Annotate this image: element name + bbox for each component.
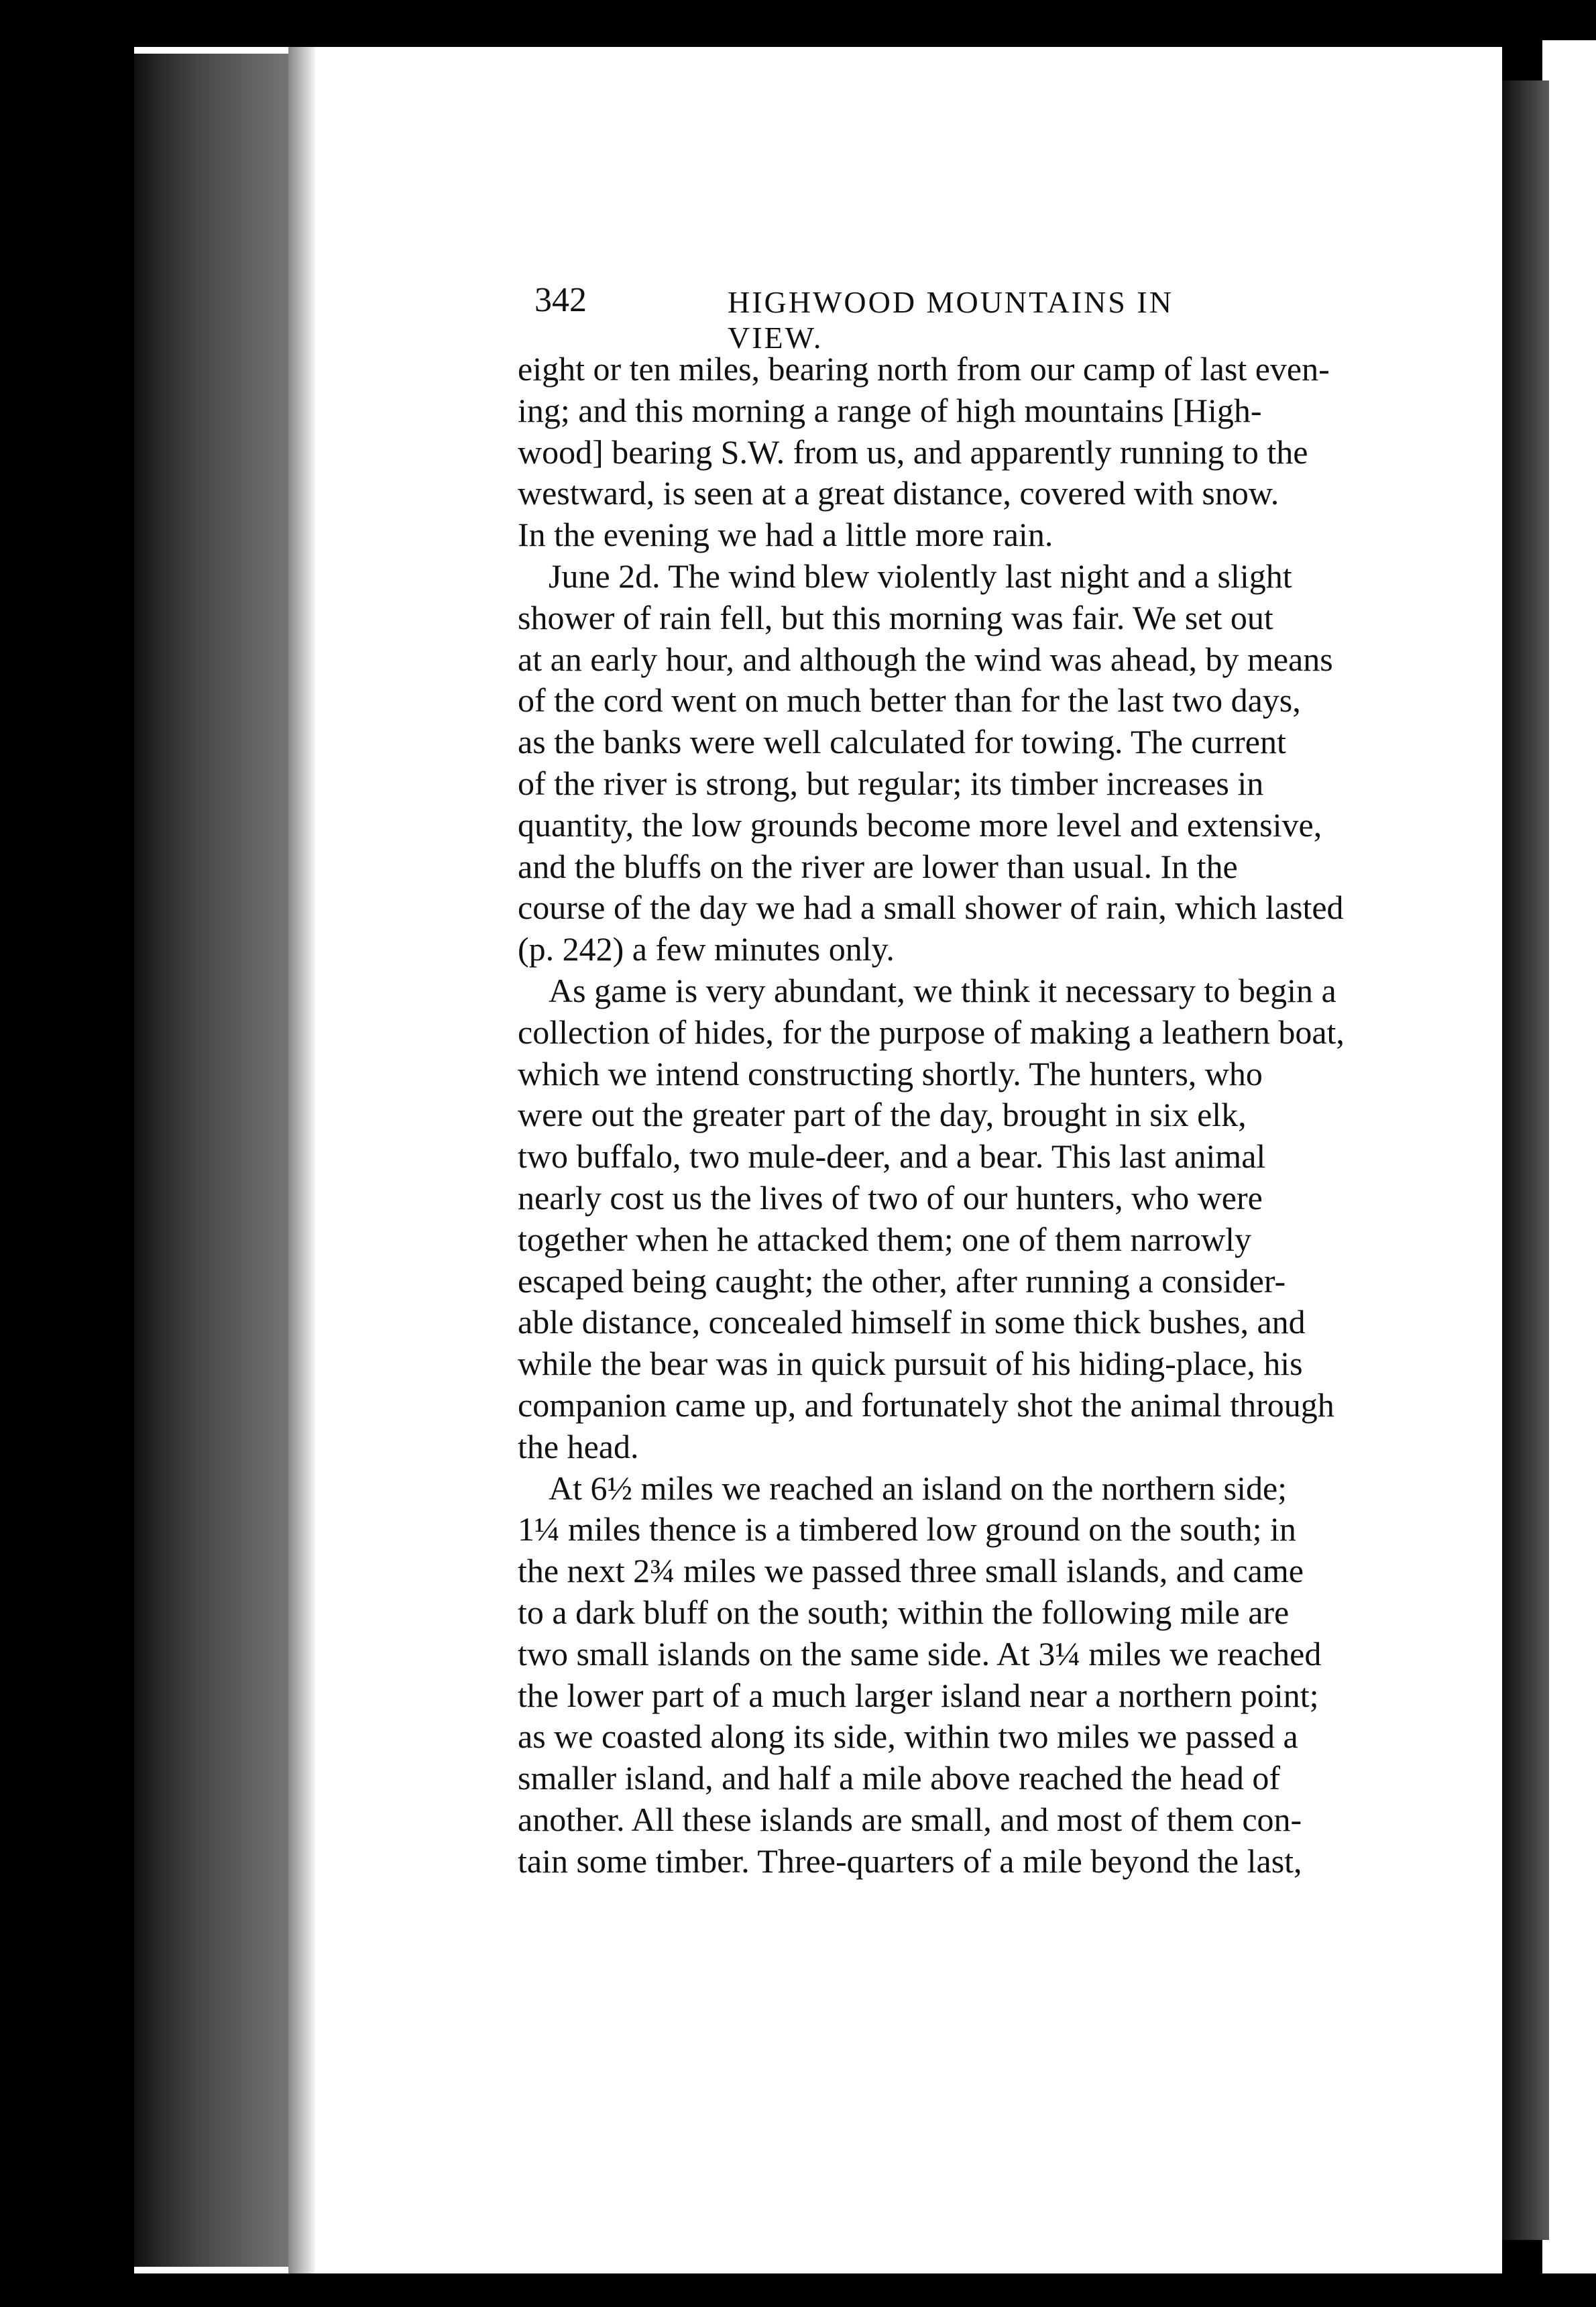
text-line: were out the greater part of the day, brought in six elk, xyxy=(518,1096,1247,1134)
text-line: eight or ten miles, bearing north from our camp of last even- xyxy=(518,350,1330,388)
facing-page-edge xyxy=(1542,40,1596,2273)
scan-border-left xyxy=(0,0,134,2307)
text-line: able distance, concealed himself in some thick bushes, and xyxy=(518,1303,1306,1341)
text-line: nearly cost us the lives of two of our hunters, who were xyxy=(518,1178,1263,1217)
text-line: and the bluffs on the river are lower than usual. In the xyxy=(518,847,1238,885)
text-line: at an early hour, and although the wind was ahead, by means xyxy=(518,640,1333,678)
text-line: together when he attacked them; one of them narrowly xyxy=(518,1220,1252,1258)
text-line: June 2d. The wind blew violently last night and a slight xyxy=(549,557,1292,595)
text-line: westward, is seen at a great distance, covered with snow. xyxy=(518,474,1279,512)
running-head: HIGHWOOD MOUNTAINS IN VIEW. xyxy=(728,285,1174,355)
text-line: another. All these islands are small, and most of them con- xyxy=(518,1800,1302,1838)
text-line: escaped being caught; the other, after running a consider- xyxy=(518,1261,1286,1300)
facing-page-gutter xyxy=(1499,80,1549,2240)
text-line: quantity, the low grounds become more level and extensive, xyxy=(518,805,1322,844)
text-line: 1¼ miles thence is a timbered low ground on the south; in xyxy=(518,1510,1296,1549)
text-line: collection of hides, for the purpose of making a leathern boat, xyxy=(518,1013,1345,1051)
scan-border-top xyxy=(0,0,1596,47)
text-line: tain some timber. Three-quarters of a mile beyond the last, xyxy=(518,1842,1302,1880)
text-line: (p. 242) a few minutes only. xyxy=(518,930,895,968)
page-header xyxy=(534,280,1272,355)
text-line: the next 2¾ miles we passed three small islands, and came xyxy=(518,1552,1304,1590)
text-line: as we coasted along its side, within two miles we passed a xyxy=(518,1718,1298,1756)
text-line: shower of rain fell, but this morning was fair. We set out xyxy=(518,598,1273,636)
text-line: to a dark bluff on the south; within the following mile are xyxy=(518,1593,1290,1631)
book-spine-gutter xyxy=(134,54,292,2267)
text-line: of the river is strong, but regular; its timber increases in xyxy=(518,764,1264,802)
page-edge-shadow xyxy=(288,47,315,2273)
scan-border-bottom xyxy=(0,2273,1596,2307)
text-line: companion came up, and fortunately shot the animal through xyxy=(518,1386,1334,1424)
text-line: as the banks were well calculated for towing. The current xyxy=(518,723,1286,761)
text-line: the lower part of a much larger island near a northern point; xyxy=(518,1676,1319,1714)
text-line: course of the day we had a small shower of rain, which lasted xyxy=(518,889,1344,927)
text-line: At 6½ miles we reached an island on the northern side; xyxy=(549,1469,1288,1507)
text-line: wood] bearing S.W. from us, and apparently running to the xyxy=(518,433,1308,471)
text-line: In the evening we had a little more rain. xyxy=(518,516,1053,554)
text-line: while the bear was in quick pursuit of his hiding-place, his xyxy=(518,1345,1303,1383)
text-line: smaller island, and half a mile above reached the head of xyxy=(518,1759,1281,1797)
text-line: which we intend constructing shortly. The hunters, who xyxy=(518,1054,1263,1092)
text-line: two small islands on the same side. At 3¼ miles we reached xyxy=(518,1634,1322,1673)
text-line: the head. xyxy=(518,1427,639,1465)
body-text xyxy=(518,349,1443,1882)
text-line: As game is very abundant, we think it necessary to begin a xyxy=(549,971,1336,1009)
text-line: ing; and this morning a range of high mountains [High- xyxy=(518,391,1262,429)
text-line: two buffalo, two mule-deer, and a bear. This last animal xyxy=(518,1137,1266,1176)
page-number: 342 xyxy=(534,281,587,319)
text-line: of the cord went on much better than for the last two days, xyxy=(518,681,1301,720)
